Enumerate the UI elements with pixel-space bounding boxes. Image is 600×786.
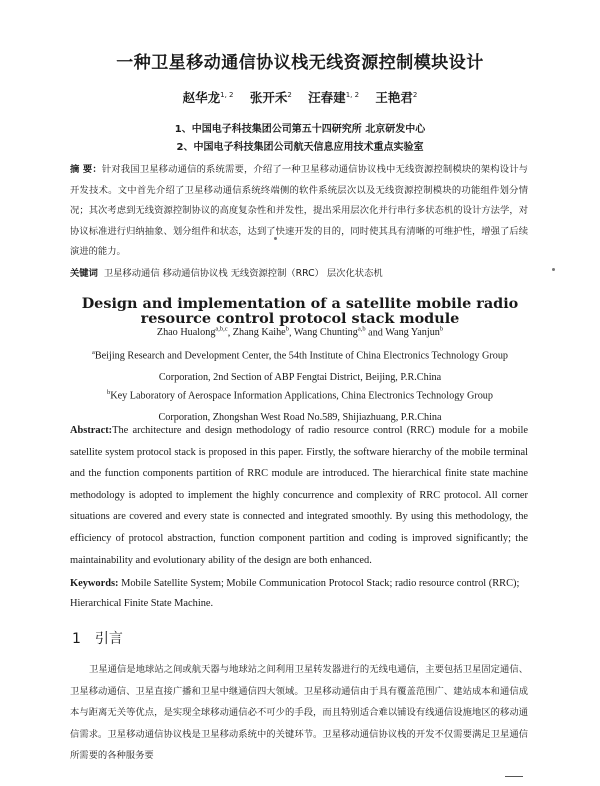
keywords-label-chinese: 关键词	[70, 268, 98, 279]
keywords-text-chinese: 卫星移动通信 移动通信协议栈 无线资源控制（RRC） 层次化状态机	[103, 268, 383, 279]
scan-speck	[552, 268, 555, 271]
author-3: 汪春建$^{1, 2}$	[308, 90, 360, 105]
abstract-text-english: The architecture and design methodology of radio resource control (RRC) module for a mobile satellite system protocol stack is proposed in this paper. Firstly, the software hierarchy of the mobile terminal and the function components partition of RRC module are introduced. The hierarchical finite state machine methodology is adopted to implement the highly concurrence and complexity of RRC protocol. All corner situations are covered and every state is connected and integrated smoothly. By using this methodology, the efficiency of protocol abstraction, function component partition and coding is improved significantly; the maintainability and evolutionary ability of the design are both enhanced.	[70, 425, 528, 566]
page-number-mark	[505, 776, 523, 777]
author-en-4: Wang Yanjun$^b$	[385, 326, 444, 339]
paper-title-english: Design and implementation of a satellite mobile radio resource control protocol stack module	[81, 295, 519, 327]
author-list-chinese	[0, 88, 600, 106]
author-4: 王艳君$^2$	[375, 90, 418, 105]
keywords-chinese	[70, 265, 540, 279]
paper-title-chinese: 一种卫星移动通信协议栈无线资源控制模块设计	[116, 53, 484, 73]
introduction-paragraph: 卫星通信是地球站之间或航天器与地球站之间利用卫星转发器进行的无线电通信，主要包括卫星固定通信、卫星移动通信、卫星直接广播和卫星中继通信四大领域。卫星移动通信由于具有覆盖范围广、建站成本和通信成本与距离无关等优点，是实现全球移动通信必不可少的手段，而且特别适合难以铺设有线通信设施地区的移动通信需求。卫星移动通信协议栈是卫星移动系统中的关键环节。卫星移动通信协议栈的开发不仅需要满足卫星通信所需要的各种服务要	[70, 664, 528, 762]
author-en-3: Wang Chunting$^{a,b}$	[293, 326, 366, 339]
author-en-2: Zhang Kaihe$^b$	[232, 326, 289, 339]
author-1: 赵华龙$^{1, 2}$	[182, 90, 234, 105]
keywords-english	[70, 574, 528, 614]
section-title: 引言	[94, 631, 123, 647]
abstract-label-english: Abstract:	[70, 425, 113, 436]
abstract-chinese	[70, 160, 528, 263]
abstract-text-chinese: 针对我国卫星移动通信的系统需要，介绍了一种卫星移动通信协议栈中无线资源控制模块的架构设计与开发技术。文中首先介绍了卫星移动通信系统终端侧的软件系统层次以及无线资源控制模块的功能组件划分情况；其次考虑到无线资源控制协议的高度复杂性和并发性，提出采用层次化并行串行多状态机的设计方法学，对协议标准进行归纳抽象、划分组件和状态，达到了快速开发的目的，同时使其具有清晰的可维护性，增强了后续演进的能力。	[70, 164, 528, 258]
section-number: 1	[72, 631, 81, 647]
section-heading-introduction	[72, 628, 123, 648]
affiliation-a-english: $^a$Beijing Research and Development Center, the 54th Institute of China Electronics Technology Group Corporation, 2nd Section of ABP Fengtai District, Beijing, P.R.China	[91, 349, 509, 384]
keywords-text-english: Mobile Satellite System; Mobile Communication Protocol Stack; radio resource control (RRC); Hierarchical Finite State Machine.	[70, 578, 520, 609]
abstract-label-chinese: 摘 要：	[70, 164, 102, 175]
abstract-english	[70, 420, 528, 571]
affiliation-2-chinese: 2、中国电子科技集团公司航天信息应用技术重点实验室	[176, 142, 424, 153]
author-2: 张开禾$^2$	[249, 90, 292, 105]
author-list-english: Zhao Hualong$^{a,b,c}$, Zhang Kaihe$^b$, Wang Chunting$^{a,b}$ and Wang Yanjun$^b$	[156, 326, 444, 339]
keywords-label-english: Keywords:	[70, 578, 119, 589]
author-en-1: Zhao Hualong$^{a,b,c}$	[156, 326, 228, 339]
affiliation-1-chinese: 1、中国电子科技集团公司第五十四研究所 北京研发中心	[174, 124, 426, 135]
scan-speck	[274, 237, 277, 240]
affiliation-b-english: $^b$Key Laboratory of Aerospace Information Applications, China Electronics Technology Group Corporation, Zhongshan West Road No.589, Shijiazhuang, P.R.China	[107, 389, 493, 424]
